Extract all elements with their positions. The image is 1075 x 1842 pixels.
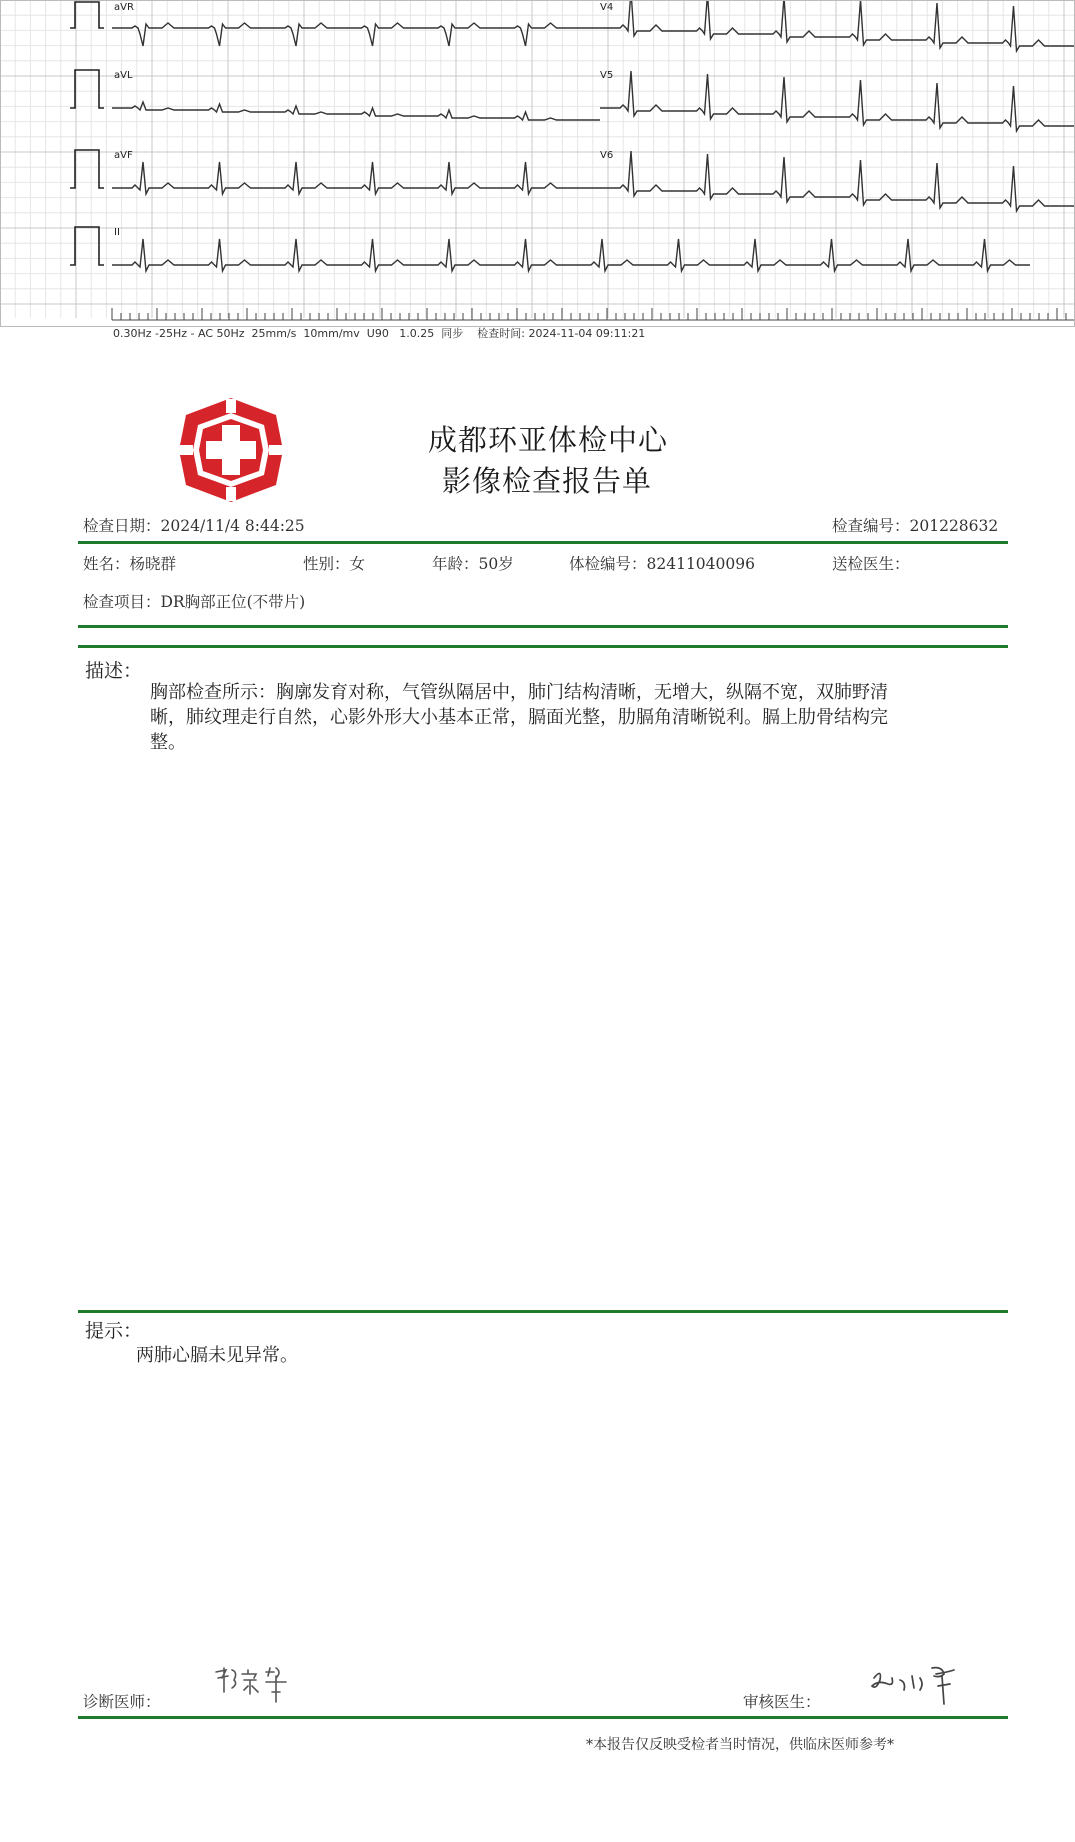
- lead-label-aVR: aVR: [114, 2, 134, 13]
- ecg-trace-V6: [600, 151, 1075, 211]
- lead-label-aVF: aVF: [114, 150, 133, 161]
- ecg-ruler: [112, 308, 1075, 320]
- exam-date: 检查日期：2024/11/4 8:44:25: [83, 517, 305, 535]
- ecg-footer-time: 检查时间: 2024-11-04 09:11:21: [477, 327, 646, 340]
- checkup-number: 体检编号：82411040096: [569, 555, 755, 573]
- calibration-pulse: [70, 227, 104, 265]
- lead-label-II: II: [114, 227, 120, 238]
- ecg-chart: [0, 0, 1075, 345]
- reviewing-doctor-label: 审核医生：: [743, 1693, 821, 1711]
- diagnosing-doctor-label: 诊断医师：: [83, 1693, 161, 1711]
- report-title: 成都环亚体检中心: [428, 423, 669, 457]
- rule-mid-2: [78, 645, 1008, 648]
- patient-name: 姓名：杨晓群: [83, 555, 177, 573]
- description-text: 胸部检查所示：胸廓发育对称，气管纵隔居中，肺门结构清晰，无增大，纵隔不宽，双肺野清晰，肺纹理走行自然，心影外形大小基本正常，膈面光整，肋膈角清晰锐利。膈上肋骨结构完整。: [150, 682, 888, 753]
- ecg-footer-settings: 0.30Hz -25Hz - AC 50Hz 25mm/s 10mm/mv U90 1.0.25 同步: [113, 327, 464, 340]
- referring-doctor: 送检医生：: [832, 555, 910, 573]
- reviewing-signature: [868, 1660, 978, 1710]
- ecg-strip: [0, 0, 1075, 345]
- lead-label-V4: V4: [600, 2, 614, 13]
- ecg-trace-V4: [600, 0, 1075, 51]
- rule-top: [78, 541, 1008, 544]
- ecg-grid-minor: [0, 0, 1075, 318]
- disclaimer: *本报告仅反映受检者当时情况，供临床医师参考*: [586, 1737, 894, 1753]
- exam-number: 检查编号：201228632: [832, 517, 999, 535]
- rule-hint: [78, 1310, 1008, 1313]
- red-cross-logo-icon: [176, 395, 286, 505]
- ecg-grid-major: [0, 0, 1075, 318]
- report-subtitle: 影像检查报告单: [442, 464, 653, 498]
- patient-age: 年龄：50岁: [432, 555, 514, 573]
- rule-mid-1: [78, 625, 1008, 628]
- hint-text: 两肺心膈未见异常。: [136, 1345, 298, 1366]
- rule-bottom: [78, 1716, 1008, 1719]
- description-label: 描述：: [85, 660, 143, 682]
- ecg-footer: [113, 325, 645, 341]
- ecg-trace-aVL: [112, 102, 600, 120]
- patient-sex: 性别：女: [303, 555, 366, 573]
- hint-label: 提示：: [85, 1320, 143, 1342]
- ecg-border: [1, 1, 1075, 327]
- ecg-trace-II: [112, 239, 1030, 271]
- exam-item: 检查项目：DR胸部正位(不带片): [83, 593, 306, 611]
- ecg-trace-aVR: [112, 23, 600, 46]
- lead-label-aVL: aVL: [114, 70, 133, 81]
- lead-label-V6: V6: [600, 150, 614, 161]
- diagnosing-signature: [212, 1662, 312, 1712]
- lead-label-V5: V5: [600, 70, 614, 81]
